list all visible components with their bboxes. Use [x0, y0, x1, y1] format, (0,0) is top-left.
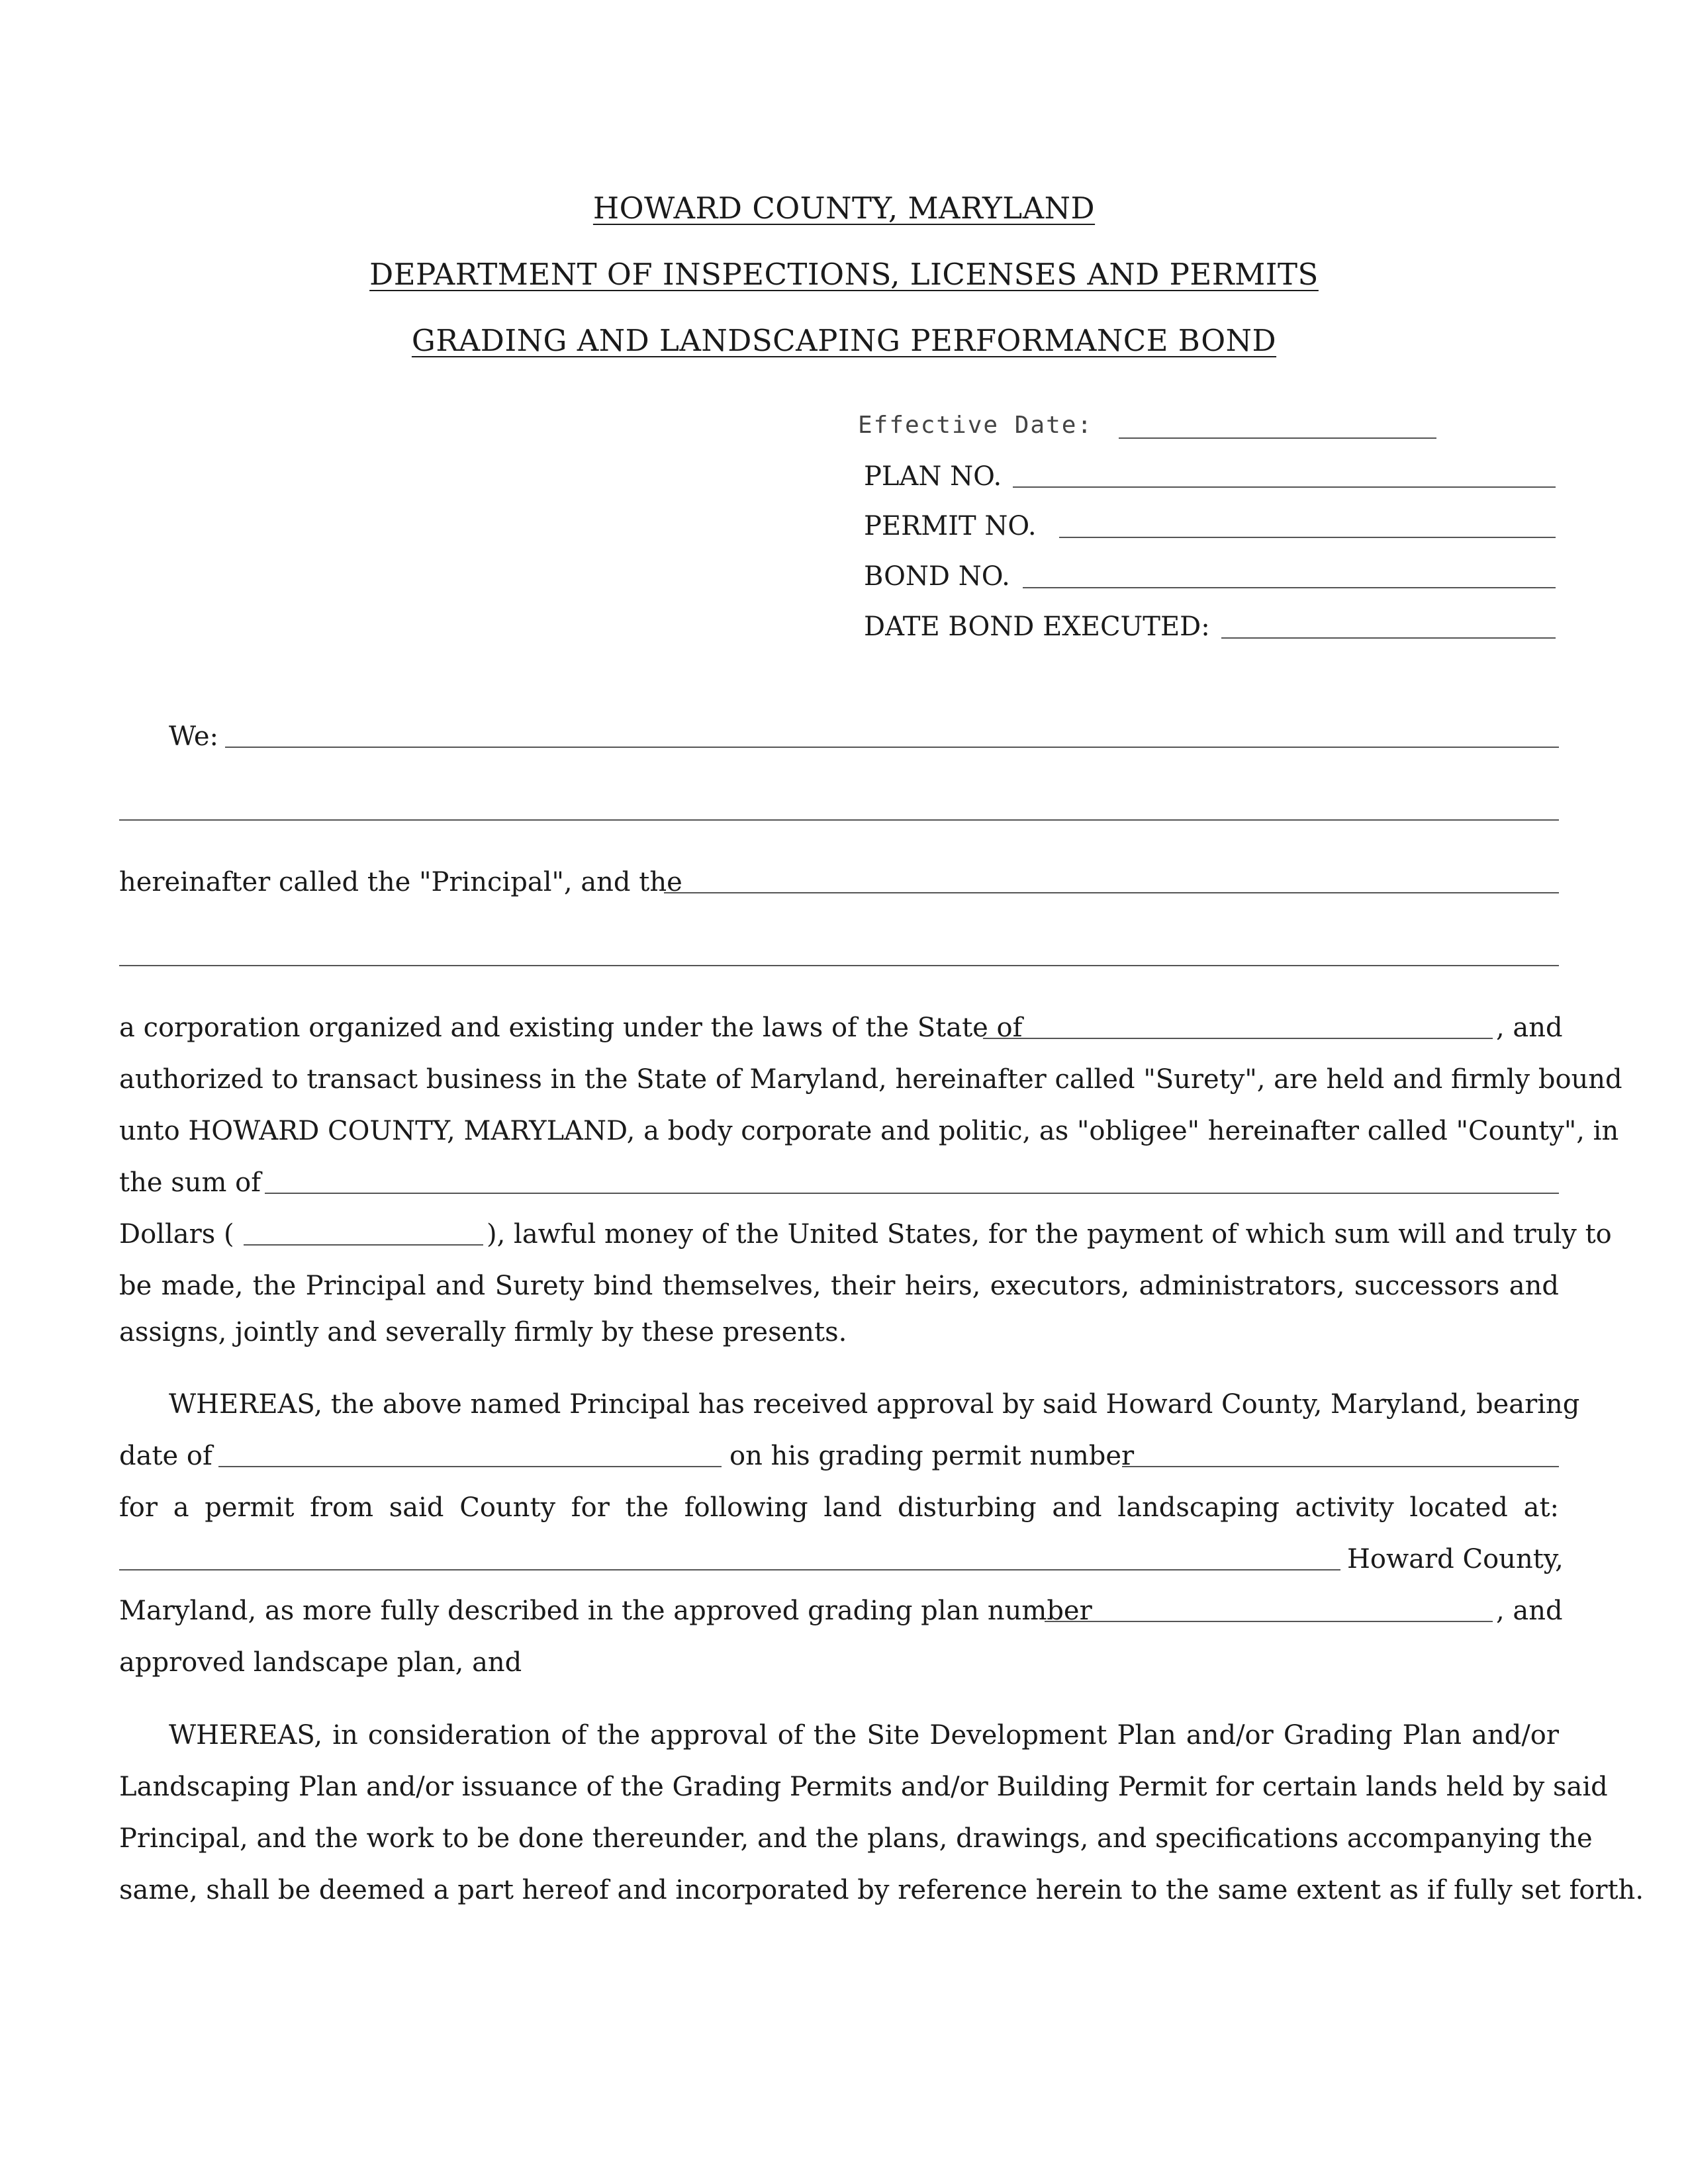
p1-sum-label: the sum of [119, 1167, 261, 1198]
p2-line-3: for a permit from said County for the following land disturbing and landscaping activity located at: [119, 1492, 1559, 1523]
p1-and: , and [1496, 1013, 1563, 1043]
p2-and: , and [1496, 1596, 1563, 1626]
form-title: GRADING AND LANDSCAPING PERFORMANCE BOND [411, 323, 1277, 358]
p2-plan-number-label: Maryland, as more fully described in the approved grading plan number [119, 1596, 1092, 1626]
p3-line-1: WHEREAS, in consideration of the approval of the Site Development Plan and/or Grading Plan and/or [169, 1720, 1559, 1751]
approval-date-field[interactable] [218, 1466, 722, 1467]
plan-no-label: PLAN NO. [864, 461, 1002, 492]
p1-dollars-label: Dollars ( [119, 1219, 234, 1250]
effective-date-field[interactable] [1119, 437, 1436, 439]
p2-howard-county: Howard County, [1347, 1544, 1564, 1574]
p1-line-5: ), lawful money of the United States, for the payment of which sum will and truly to [487, 1219, 1612, 1250]
p2-date-of-label: date of [119, 1441, 212, 1471]
permit-no-field[interactable] [1059, 537, 1556, 538]
plan-no-field[interactable] [1013, 486, 1556, 488]
grading-plan-number-field[interactable] [1045, 1621, 1493, 1622]
effective-date-label: Effective Date: [858, 412, 1094, 439]
surety-name-field-2[interactable] [119, 965, 1559, 966]
p1-line-2: authorized to transact business in the State of Maryland, hereinafter called "Surety", are held and firmly bound [119, 1064, 1622, 1095]
p2-permit-number-label: on his grading permit number [729, 1441, 1135, 1471]
p1-line-6: be made, the Principal and Surety bind themselves, their heirs, executors, administrators, successors and [119, 1271, 1559, 1301]
bond-no-field[interactable] [1023, 587, 1556, 588]
bond-no-label: BOND NO. [864, 561, 1010, 592]
principal-name-field[interactable] [225, 747, 1559, 748]
p1-line-3: unto HOWARD COUNTY, MARYLAND, a body corporate and politic, as "obligee" hereinafter called "County", in [119, 1116, 1619, 1146]
date-bond-executed-label: DATE BOND EXECUTED: [864, 612, 1210, 642]
sum-in-figures-field[interactable] [244, 1244, 483, 1246]
p3-line-2: Landscaping Plan and/or issuance of the Grading Permits and/or Building Permit for certain lands held by said [119, 1772, 1608, 1802]
p2-line-6: approved landscape plan, and [119, 1647, 522, 1678]
department-heading: DEPARTMENT OF INSPECTIONS, LICENSES AND PERMITS [369, 257, 1319, 292]
permit-no-label: PERMIT NO. [864, 511, 1037, 541]
we-label: We: [169, 721, 218, 752]
p1-state-clause: a corporation organized and existing under the laws of the State of [119, 1013, 1023, 1043]
p3-line-3: Principal, and the work to be done thereunder, and the plans, drawings, and specifications accompanying the [119, 1823, 1593, 1854]
sum-in-words-field[interactable] [265, 1193, 1559, 1194]
county-heading: HOWARD COUNTY, MARYLAND [592, 191, 1096, 226]
date-bond-executed-field[interactable] [1221, 637, 1556, 639]
p3-line-4: same, shall be deemed a part hereof and incorporated by reference herein to the same extent as if fully set forth. [119, 1875, 1644, 1905]
principal-name-field-2[interactable] [119, 819, 1559, 821]
grading-permit-number-field[interactable] [1122, 1466, 1559, 1467]
location-field[interactable] [119, 1569, 1340, 1570]
p1-line-7: assigns, jointly and severally firmly by these presents. [119, 1317, 847, 1347]
surety-state-field[interactable] [983, 1038, 1493, 1039]
principal-clause: hereinafter called the "Principal", and the [119, 867, 682, 897]
surety-name-field[interactable] [664, 892, 1559, 893]
p2-line-1: WHEREAS, the above named Principal has received approval by said Howard County, Maryland, bearing [169, 1389, 1580, 1420]
